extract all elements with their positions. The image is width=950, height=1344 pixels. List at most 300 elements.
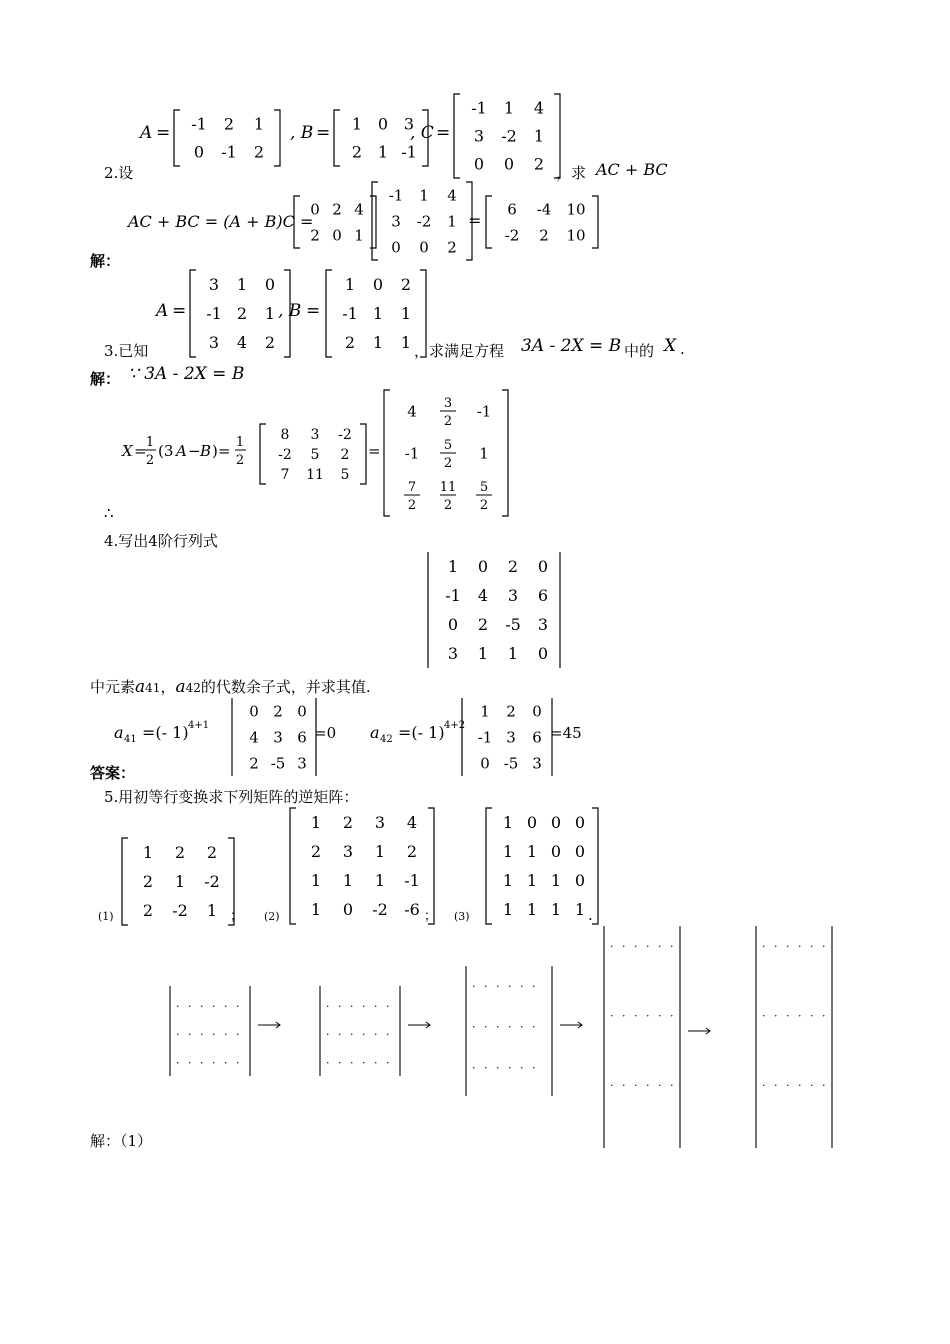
- matrix-entry: 10: [566, 200, 586, 219]
- sol3-label: 解：: [90, 370, 121, 388]
- matrix-entry: 4: [354, 200, 364, 219]
- matrix-entry: 0: [419, 238, 429, 257]
- q4-answer-label: 答案：: [90, 764, 136, 782]
- chain-entry: ·: [188, 1056, 192, 1070]
- chain-entry: ·: [520, 980, 524, 993]
- q5-elimination-chain: [160, 926, 860, 1148]
- svg-text:B: B: [200, 442, 212, 460]
- q3-tail: 中的: [624, 342, 655, 360]
- svg-text:=: =: [134, 442, 147, 460]
- matrix-entry: 0: [574, 871, 586, 891]
- sol2-lhs: AC + BC = (A + B)C =: [128, 212, 314, 231]
- svg-text:, B: , B: [278, 301, 302, 321]
- chain-entry: ·: [496, 980, 500, 993]
- matrix-entry: 1: [447, 212, 457, 231]
- matrix-entry: -1: [221, 142, 237, 162]
- chain-entry: ·: [338, 1056, 342, 1070]
- chain-entry: ·: [472, 1061, 476, 1075]
- matrix-entry: -5: [503, 754, 519, 773]
- matrix-entry: 1: [526, 871, 538, 891]
- matrix-entry: 1: [310, 900, 322, 920]
- chain-entry: ·: [236, 1028, 240, 1042]
- svg-text:=: =: [316, 123, 331, 143]
- matrix-entry: 2: [533, 154, 545, 174]
- matrix-entry: 5: [340, 466, 350, 483]
- matrix-entry: 1: [550, 900, 562, 920]
- matrix-entry: 2: [206, 843, 218, 863]
- matrix-entry: 6: [532, 728, 542, 747]
- chain-entry: ·: [532, 1020, 536, 1034]
- sol2-label: 解：: [90, 252, 121, 270]
- chain-entry: ·: [386, 1000, 390, 1013]
- svg-text:(2): (2): [264, 910, 280, 923]
- matrix-entry: -2: [204, 872, 220, 892]
- q2-condition: ，求: [556, 164, 587, 182]
- q3-period: .: [680, 340, 685, 358]
- matrix-entry: 0: [574, 842, 586, 862]
- chain-entry: ·: [822, 1009, 826, 1023]
- matrix-entry: 2: [406, 842, 418, 862]
- chain-entry: ·: [532, 980, 536, 993]
- chain-entry: ·: [670, 1078, 674, 1092]
- chain-entry: ·: [798, 1078, 802, 1092]
- svg-text:.: .: [588, 906, 593, 924]
- fraction-numerator: 5: [479, 480, 489, 495]
- matrix-entry: 3: [391, 212, 401, 231]
- fraction-numerator: 5: [443, 438, 453, 453]
- chain-entry: ·: [774, 940, 778, 953]
- matrix-entry: 1: [377, 142, 389, 162]
- chain-entry: ·: [200, 1028, 204, 1042]
- q2-target: AC + BC: [596, 160, 668, 179]
- matrix-entry: 2: [310, 226, 320, 245]
- matrix-entry: 1: [526, 900, 538, 920]
- chain-entry: ·: [374, 1056, 378, 1070]
- sol3-equation: [118, 386, 508, 520]
- matrix-entry: 1: [526, 842, 538, 862]
- matrix-entry: -2: [372, 900, 388, 920]
- matrix-entry: 3: [342, 842, 354, 862]
- left-bracket: [486, 196, 492, 248]
- svg-text:=45: =45: [550, 724, 582, 742]
- matrix-entry: 2: [340, 446, 350, 463]
- sol3-therefore: ∴: [104, 504, 114, 522]
- matrix-entry: -5: [505, 615, 521, 635]
- svg-text:4+2: 4+2: [444, 720, 466, 731]
- chain-entry: ·: [670, 940, 674, 953]
- matrix-entry: 1: [372, 304, 384, 324]
- q4-determinant: [420, 548, 560, 666]
- matrix-entry: 0: [297, 702, 307, 721]
- matrix-entry: 3: [208, 333, 220, 353]
- left-bracket: [334, 110, 340, 166]
- matrix-entry: 1: [477, 644, 489, 664]
- matrix-entry: 10: [566, 226, 586, 245]
- svg-text:(1): (1): [98, 910, 114, 923]
- matrix-entry: 1: [374, 842, 386, 862]
- matrix-entry: 0: [480, 754, 490, 773]
- matrix-entry: 3: [473, 126, 485, 146]
- matrix-entry: 0: [526, 813, 538, 833]
- q2-label: 2.设: [104, 164, 134, 182]
- chain-entry: ·: [236, 1000, 240, 1013]
- chain-entry: ·: [786, 940, 790, 953]
- matrix-entry: 2: [507, 557, 519, 577]
- chain-entry: ·: [508, 1020, 512, 1034]
- matrix-entry: 1: [372, 333, 384, 353]
- q5-label: 5.用初等行变换求下列矩阵的逆矩阵：: [104, 788, 359, 806]
- chain-entry: ·: [224, 1056, 228, 1070]
- chain-entry: ·: [658, 1009, 662, 1023]
- matrix-entry: 4: [477, 586, 489, 606]
- a41-subscript: 41: [145, 681, 161, 695]
- matrix-entry: 2: [332, 200, 342, 219]
- chain-entry: ·: [374, 1028, 378, 1042]
- svg-text:1: 1: [145, 435, 155, 450]
- matrix-entry: -6: [404, 900, 420, 920]
- matrix-entry: 4: [249, 728, 259, 747]
- fraction-numerator: 11: [439, 480, 457, 495]
- chain-entry: ·: [338, 1028, 342, 1042]
- matrix-entry: -1: [388, 186, 404, 205]
- chain-entry: ·: [622, 1009, 626, 1023]
- chain-entry: ·: [798, 940, 802, 953]
- matrix-entry: 1: [344, 275, 356, 295]
- fraction-denominator: 2: [479, 498, 489, 513]
- left-bracket: [384, 390, 390, 516]
- chain-entry: ·: [188, 1000, 192, 1013]
- matrix-entry: 0: [532, 702, 542, 721]
- svg-text:, C: , C: [410, 123, 434, 143]
- chain-entry: ·: [810, 1009, 814, 1023]
- right-bracket: [428, 808, 434, 924]
- svg-text:=: =: [436, 123, 451, 143]
- matrix-entry: 2: [477, 615, 489, 635]
- chain-entry: ·: [484, 980, 488, 993]
- matrix-entry: 0: [264, 275, 276, 295]
- matrix-entry: 4: [406, 813, 418, 833]
- chain-entry: ·: [484, 1020, 488, 1034]
- matrix-entry: 0: [503, 154, 515, 174]
- right-bracket: [592, 196, 598, 248]
- fraction-denominator: 2: [407, 498, 417, 513]
- chain-entry: ·: [774, 1009, 778, 1023]
- chain-entry: ·: [176, 1056, 180, 1070]
- matrix-entry: 1: [574, 900, 586, 920]
- right-bracket: [592, 808, 598, 924]
- matrix-entry: 0: [342, 900, 354, 920]
- matrix-entry: -1: [404, 871, 420, 891]
- matrix-entry: 0: [574, 813, 586, 833]
- matrix-entry: 2: [249, 754, 259, 773]
- svg-text:41: 41: [124, 734, 137, 745]
- svg-text:−: −: [188, 442, 201, 460]
- chain-entry: ·: [762, 1078, 766, 1092]
- matrix-entry: 3: [532, 754, 542, 773]
- matrix-entry: 3: [310, 426, 320, 443]
- matrix-entry: 1: [502, 813, 514, 833]
- matrix-entry: 1: [533, 126, 545, 146]
- matrix-entry: 3: [447, 644, 459, 664]
- svg-text:A: A: [176, 442, 187, 460]
- chain-entry: ·: [670, 1009, 674, 1023]
- left-bracket: [260, 424, 266, 484]
- matrix-entry: -2: [416, 212, 432, 231]
- svg-text:, B: , B: [290, 123, 314, 143]
- matrix-entry: 0: [193, 142, 205, 162]
- matrix-entry: -2: [504, 226, 520, 245]
- matrix-entry: 3: [507, 586, 519, 606]
- matrix-entry: -2: [278, 446, 292, 463]
- sol3-because: ∵ 3A - 2X = B: [128, 364, 245, 384]
- chain-entry: ·: [224, 1028, 228, 1042]
- q3-var: X: [664, 336, 677, 356]
- chain-entry: ·: [374, 1000, 378, 1013]
- left-bracket: [294, 196, 300, 248]
- svg-text:A: A: [156, 301, 169, 321]
- chain-entry: ·: [362, 1028, 366, 1042]
- element-a42: a: [175, 677, 186, 697]
- chain-entry: ·: [762, 1009, 766, 1023]
- chain-entry: ·: [622, 940, 626, 953]
- matrix-entry: -1: [471, 98, 487, 118]
- chain-entry: ·: [338, 1000, 342, 1013]
- svg-text:=: =: [306, 301, 321, 321]
- chain-entry: ·: [532, 1061, 536, 1075]
- chain-entry: ·: [810, 940, 814, 953]
- right-bracket: [360, 424, 366, 484]
- fraction-denominator: 2: [443, 498, 453, 513]
- left-bracket: [486, 808, 492, 924]
- svg-text:4+1: 4+1: [188, 720, 210, 731]
- matrix-entry: 1: [502, 842, 514, 862]
- matrix-entry: 2: [273, 702, 283, 721]
- matrix-entry: 2: [223, 114, 235, 134]
- matrix-entry: 3: [208, 275, 220, 295]
- q4-prompt-post: 的代数余子式，并求其值.: [200, 678, 371, 696]
- chain-entry: ·: [634, 1078, 638, 1092]
- matrix-entry: -1: [401, 142, 417, 162]
- chain-entry: ·: [822, 940, 826, 953]
- chain-entry: ·: [362, 1000, 366, 1013]
- chain-entry: ·: [200, 1056, 204, 1070]
- chain-entry: ·: [362, 1056, 366, 1070]
- matrix-entry: -1: [191, 114, 207, 134]
- matrix-entry: 0: [537, 557, 549, 577]
- matrix-entry: 3: [506, 728, 516, 747]
- chain-entry: ·: [786, 1078, 790, 1092]
- matrix-entry: 3: [374, 813, 386, 833]
- chain-entry: ·: [786, 1009, 790, 1023]
- matrix-entry: 2: [142, 901, 154, 921]
- chain-entry: ·: [610, 940, 614, 953]
- matrix-entry: -1: [404, 444, 420, 463]
- chain-entry: ·: [496, 1061, 500, 1075]
- chain-entry: ·: [798, 1009, 802, 1023]
- chain-entry: ·: [646, 1078, 650, 1092]
- chain-entry: ·: [508, 1061, 512, 1075]
- chain-entry: ·: [188, 1028, 192, 1042]
- matrix-entry: 0: [310, 200, 320, 219]
- chain-entry: ·: [472, 1020, 476, 1034]
- chain-entry: ·: [646, 940, 650, 953]
- right-bracket: [502, 390, 508, 516]
- chain-entry: ·: [176, 1000, 180, 1013]
- matrix-entry: -1: [445, 586, 461, 606]
- matrix-entry: -2: [501, 126, 517, 146]
- matrix-entry: 3: [273, 728, 283, 747]
- chain-entry: ·: [212, 1000, 216, 1013]
- matrix-entry: 0: [537, 644, 549, 664]
- matrix-entry: 2: [142, 872, 154, 892]
- matrix-entry: 2: [174, 843, 186, 863]
- svg-text:)=: )=: [212, 442, 231, 460]
- matrix-entry: 1: [342, 871, 354, 891]
- chain-entry: ·: [520, 1061, 524, 1075]
- left-bracket: [122, 838, 128, 925]
- chain-entry: ·: [610, 1078, 614, 1092]
- matrix-entry: 6: [537, 586, 549, 606]
- left-bracket: [454, 94, 460, 178]
- matrix-entry: 5: [310, 446, 320, 463]
- matrix-entry: 0: [550, 842, 562, 862]
- chain-entry: ·: [224, 1000, 228, 1013]
- svg-text:=(- 1): =(- 1): [398, 723, 445, 742]
- matrix-entry: 1: [236, 275, 248, 295]
- chain-entry: ·: [484, 1061, 488, 1075]
- matrix-entry: -1: [477, 728, 493, 747]
- svg-text:1: 1: [235, 435, 245, 450]
- matrix-entry: 0: [372, 275, 384, 295]
- matrix-entry: 1: [480, 702, 490, 721]
- q2-matrices: [130, 90, 570, 180]
- sol2-matrices: [290, 182, 610, 262]
- chain-entry: ·: [386, 1056, 390, 1070]
- matrix-entry: 7: [280, 466, 290, 483]
- chain-entry: ·: [658, 940, 662, 953]
- right-bracket: [370, 196, 376, 248]
- matrix-entry: 2: [400, 275, 412, 295]
- matrix-entry: 1: [174, 872, 186, 892]
- matrix-entry: 1: [550, 871, 562, 891]
- matrix-entry: 1: [374, 871, 386, 891]
- chain-entry: ·: [212, 1056, 216, 1070]
- chain-entry: ·: [350, 1056, 354, 1070]
- chain-entry: ·: [610, 1009, 614, 1023]
- matrix-entry: 1: [419, 186, 429, 205]
- matrix-entry: 1: [351, 114, 363, 134]
- matrix-entry: 1: [479, 444, 489, 463]
- chain-entry: ·: [326, 1028, 330, 1042]
- chain-entry: ·: [236, 1056, 240, 1070]
- matrix-entry: 2: [539, 226, 549, 245]
- svg-text:=: =: [468, 211, 482, 230]
- left-bracket: [174, 110, 180, 166]
- matrix-entry: 3: [537, 615, 549, 635]
- matrix-entry: 1: [142, 843, 154, 863]
- matrix-entry: 8: [280, 426, 290, 443]
- matrix-entry: 2: [264, 333, 276, 353]
- chain-entry: ·: [212, 1028, 216, 1042]
- svg-text:2: 2: [235, 453, 245, 468]
- chain-entry: ·: [810, 1078, 814, 1092]
- matrix-entry: -1: [342, 304, 358, 324]
- matrix-entry: 6: [297, 728, 307, 747]
- matrix-entry: 4: [447, 186, 457, 205]
- matrix-entry: -2: [172, 901, 188, 921]
- matrix-entry: 4: [236, 333, 248, 353]
- matrix-entry: 1: [507, 644, 519, 664]
- svg-text:a: a: [114, 723, 124, 742]
- q4-label: 4.写出4阶行列式: [104, 532, 218, 550]
- matrix-entry: 3: [297, 754, 307, 773]
- comma: ，: [160, 678, 176, 696]
- matrix-entry: 4: [407, 402, 417, 421]
- q3-condition: ，求满足方程: [414, 342, 505, 360]
- chain-entry: ·: [762, 940, 766, 953]
- matrix-entry: 0: [477, 557, 489, 577]
- chain-entry: ·: [350, 1000, 354, 1013]
- chain-entry: ·: [176, 1028, 180, 1042]
- element-a41: a: [135, 677, 146, 697]
- chain-entry: ·: [472, 980, 476, 993]
- fraction-denominator: 2: [443, 456, 453, 471]
- matrix-entry: 1: [502, 871, 514, 891]
- q3-equation: 3A - 2X = B: [521, 336, 622, 356]
- svg-text:；: ；: [424, 909, 438, 924]
- matrix-entry: 6: [507, 200, 517, 219]
- chain-entry: ·: [646, 1009, 650, 1023]
- matrix-entry: 2: [342, 813, 354, 833]
- matrix-entry: 1: [206, 901, 218, 921]
- chain-entry: ·: [508, 980, 512, 993]
- matrix-entry: 1: [400, 304, 412, 324]
- chain-entry: ·: [822, 1078, 826, 1092]
- left-bracket: [290, 808, 296, 924]
- matrix-entry: 1: [264, 304, 276, 324]
- matrix-entry: 2: [351, 142, 363, 162]
- q4-cofactors: [112, 694, 612, 774]
- chain-entry: ·: [326, 1056, 330, 1070]
- q3-matrices: [150, 264, 430, 354]
- right-bracket: [274, 110, 280, 166]
- matrix-entry: 1: [503, 98, 515, 118]
- matrix-entry: 3: [403, 114, 415, 134]
- matrix-entry: 1: [310, 813, 322, 833]
- svg-text:(3: (3: [158, 442, 174, 460]
- matrix-entry: 4: [533, 98, 545, 118]
- matrix-entry: -1: [206, 304, 222, 324]
- svg-text:=0: =0: [314, 724, 337, 742]
- svg-text:2: 2: [145, 453, 155, 468]
- svg-text:42: 42: [380, 734, 393, 745]
- left-bracket: [190, 270, 196, 357]
- matrix-entry: 1: [447, 557, 459, 577]
- svg-text:(3): (3): [454, 910, 470, 923]
- matrix-entry: 1: [502, 900, 514, 920]
- matrix-entry: 0: [473, 154, 485, 174]
- matrix-entry: -2: [338, 426, 352, 443]
- matrix-entry: 2: [253, 142, 265, 162]
- matrix-entry: 1: [354, 226, 364, 245]
- chain-entry: ·: [658, 1078, 662, 1092]
- matrix-entry: 1: [310, 871, 322, 891]
- matrix-entry: 0: [249, 702, 259, 721]
- matrix-entry: 2: [344, 333, 356, 353]
- chain-entry: ·: [350, 1028, 354, 1042]
- q3-label: 3.已知: [104, 342, 149, 360]
- matrix-entry: 0: [332, 226, 342, 245]
